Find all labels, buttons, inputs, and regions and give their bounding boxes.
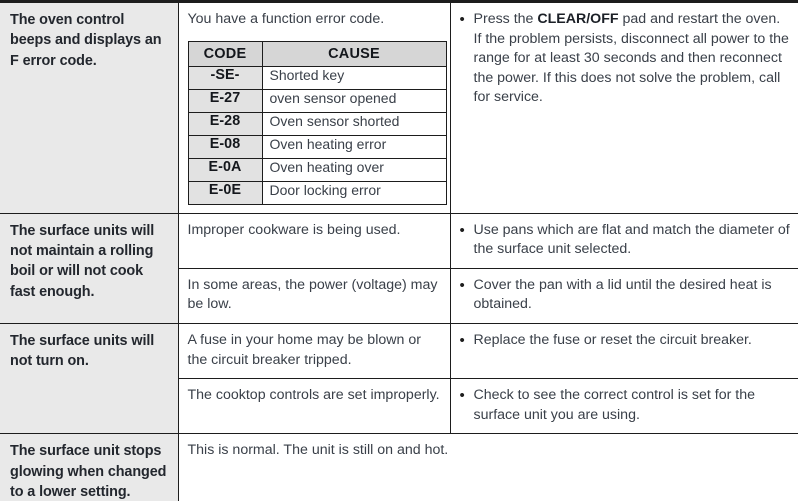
code-table-row xyxy=(188,89,446,112)
fix-text: Replace the fuse or reset the circuit breaker. xyxy=(473,331,752,348)
table-row xyxy=(0,2,798,214)
cause-text: You have a function error code. xyxy=(187,11,385,27)
cause-cell xyxy=(178,379,450,434)
code-cause: Shorted key xyxy=(262,66,446,89)
code-value: E-27 xyxy=(188,89,262,112)
code-cause: Door locking error xyxy=(262,181,446,204)
code-value: -SE- xyxy=(188,66,262,89)
symptom-cell xyxy=(0,434,178,501)
table-row xyxy=(0,213,798,268)
code-table-row xyxy=(188,112,446,135)
symptom-cell xyxy=(0,213,178,323)
fix-text: Cover the pan with a lid until the desired heat is obtained. xyxy=(473,276,772,313)
cause-text: The cooktop controls are set improperly. xyxy=(187,387,440,404)
symptom-text: The oven control beeps and displays an F error code. xyxy=(10,12,162,69)
fix-text: Check to see the correct control is set for the surface unit you are using. xyxy=(473,387,756,423)
fix-text-emphasis: CLEAR/OFF xyxy=(537,11,619,27)
cause-column-header: CAUSE xyxy=(262,41,446,66)
symptom-cell xyxy=(0,2,178,214)
code-value: E-0A xyxy=(188,158,262,181)
fix-text-prefix: Press the xyxy=(473,11,538,27)
fix-text xyxy=(474,10,791,108)
note-cell xyxy=(178,434,798,501)
symptom-text: The surface units will not maintain a rolling boil or will not cook fast enough. xyxy=(10,222,155,300)
bullet-icon: • xyxy=(459,387,465,405)
code-table-row xyxy=(188,181,446,204)
code-cause: Oven sensor shorted xyxy=(262,112,446,135)
code-table-row xyxy=(188,135,446,158)
fix-text-suffix: pad and restart the oven. If the problem persists, disconnect all power to the range for at least 30 seconds and then reconnect the power. If this does not solve the problem, call for service. xyxy=(473,11,789,106)
bullet-icon: • xyxy=(459,11,465,28)
fix-bullet-item xyxy=(460,10,791,108)
note-text: This is normal. The unit is still on and hot. xyxy=(187,442,449,459)
fix-cell xyxy=(450,2,798,214)
symptom-text: The surface units will not turn on. xyxy=(10,332,155,370)
fix-bullet-item xyxy=(460,221,791,260)
error-code-table xyxy=(188,41,447,205)
table-row xyxy=(0,434,798,501)
code-table-row xyxy=(188,158,446,181)
fix-bullet-item xyxy=(460,331,791,351)
fix-text: Use pans which are flat and match the diameter of the surface unit selected. xyxy=(473,221,790,258)
code-cause: oven sensor opened xyxy=(262,89,446,112)
code-value: E-0E xyxy=(188,181,262,204)
code-table-header-row xyxy=(188,41,446,66)
fix-cell xyxy=(450,213,798,268)
symptom-cell xyxy=(0,323,178,433)
table-row xyxy=(0,323,798,378)
code-table-row xyxy=(188,66,446,89)
code-value: E-28 xyxy=(188,112,262,135)
fix-cell xyxy=(450,268,798,323)
code-value: E-08 xyxy=(188,135,262,158)
bullet-icon: • xyxy=(459,276,465,294)
cause-cell xyxy=(178,268,450,323)
fix-bullet-item xyxy=(460,386,791,425)
fix-cell xyxy=(450,323,798,378)
cause-cell xyxy=(178,2,450,214)
cause-text: A fuse in your home may be blown or the circuit breaker tripped. xyxy=(187,331,421,368)
fix-cell xyxy=(450,379,798,434)
cause-cell xyxy=(178,323,450,378)
cause-text: In some areas, the power (voltage) may be low. xyxy=(187,276,438,313)
cause-cell xyxy=(178,213,450,268)
code-cause: Oven heating over xyxy=(262,158,446,181)
bullet-icon: • xyxy=(459,221,465,239)
cause-text: Improper cookware is being used. xyxy=(187,221,401,238)
code-column-header: CODE xyxy=(188,41,262,66)
bullet-icon: • xyxy=(459,331,465,349)
code-cause: Oven heating error xyxy=(262,135,446,158)
fix-bullet-item xyxy=(460,276,791,315)
symptom-text: The surface unit stops glowing when changed to a lower setting. xyxy=(10,443,167,501)
